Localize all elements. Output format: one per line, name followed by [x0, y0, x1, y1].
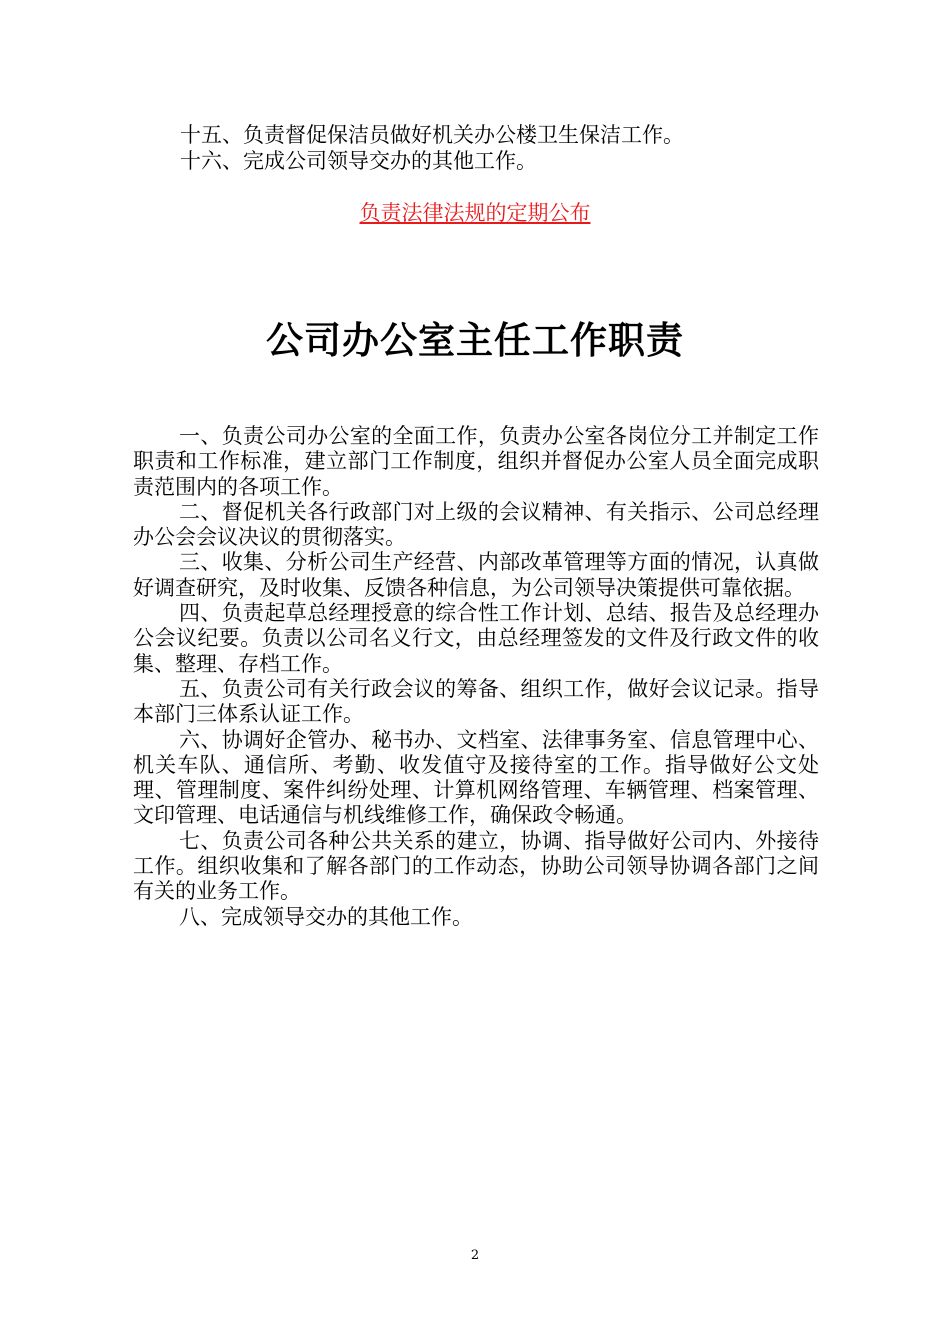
- responsibility-list: [133, 424, 819, 930]
- continued-duty-list: [180, 122, 820, 174]
- responsibility-item-2: 二、督促机关各行政部门对上级的会议精神、有关指示、公司总经理办公会会议决议的贯彻落实。: [133, 499, 819, 550]
- responsibility-item-1: 一、负责公司办公室的全面工作，负责办公室各岗位分工并制定工作职责和工作标准，建立部门工作制度，组织并督促办公室人员全面完成职责范围内的各项工作。: [133, 424, 819, 499]
- responsibility-item-3: 三、收集、分析公司生产经营、内部改革管理等方面的情况，认真做好调查研究，及时收集、反馈各种信息，为公司领导决策提供可靠依据。: [133, 550, 819, 600]
- responsibility-item-4: 四、负责起草总经理授意的综合性工作计划、总结、报告及总经理办公会议纪要。负责以公司名义行文，由总经理签发的文件及行政文件的收集、整理、存档工作。: [133, 601, 819, 676]
- law-publication-link[interactable]: 负责法律法规的定期公布: [359, 201, 591, 225]
- duty-item-16: 十六、完成公司领导交办的其他工作。: [180, 149, 537, 173]
- link-row: [0, 200, 950, 226]
- responsibility-item-8: 八、完成领导交办的其他工作。: [179, 904, 473, 929]
- duty-item-15: 十五、负责督促保洁员做好机关办公楼卫生保洁工作。: [180, 123, 684, 147]
- responsibility-item-7: 七、负责公司各种公共关系的建立，协调、指导做好公司内、外接待工作。组织收集和了解各部门的工作动态，协助公司领导协调各部门之间有关的业务工作。: [133, 828, 819, 904]
- responsibility-item-6: 六、协调好企管办、秘书办、文档室、法律事务室、信息管理中心、机关车队、通信所、考勤、收发值守及接待室的工作。指导做好公文处理、管理制度、案件纠纷处理、计算机网络管理、车辆管理、档案管理、文印管理、电话通信与机线维修工作，确保政令畅通。: [133, 727, 819, 828]
- page-number: 2: [470, 1248, 480, 1263]
- responsibility-item-5: 五、负责公司有关行政会议的筹备、组织工作，做好会议记录。指导本部门三体系认证工作。: [133, 676, 819, 727]
- page-title: 公司办公室主任工作职责: [266, 319, 684, 362]
